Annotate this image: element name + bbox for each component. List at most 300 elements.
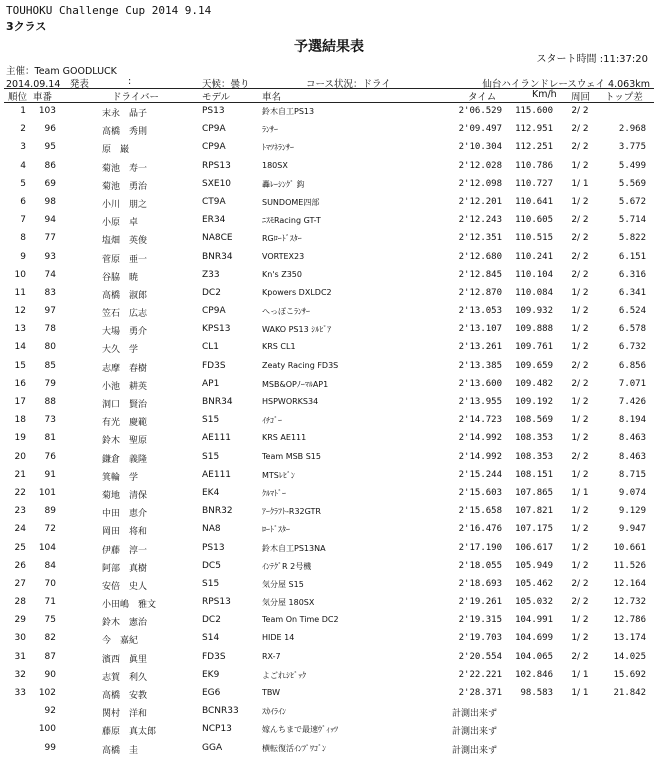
table-row [0, 577, 658, 595]
cell-driver: 高橋 圭 [102, 745, 139, 756]
table-row [0, 231, 658, 249]
cell-driver: 笠石 広志 [102, 309, 148, 320]
cell-speed: 102.846 [515, 669, 553, 680]
cell-car: KRS AE111 [262, 433, 307, 443]
cell-model: CL1 [202, 342, 220, 353]
cell-rank: 12 [14, 306, 26, 317]
cell-car: ｲﾝﾃｸﾞR 2号機 [262, 561, 312, 571]
cell-gap: 6.341 [618, 287, 646, 298]
cell-laps: 1/ 2 [571, 615, 589, 626]
cell-time: 2'14.723 [458, 415, 502, 426]
cell-laps: 2/ 2 [571, 451, 589, 462]
cell-driver: 菊池 勇治 [102, 181, 148, 192]
cell-gap: 12.786 [613, 615, 646, 626]
cell-speed: 105.032 [515, 597, 553, 608]
cell-time: 2'14.992 [458, 451, 502, 462]
cell-speed: 112.951 [515, 124, 553, 135]
cell-driver: 藤原 真太郎 [102, 727, 157, 738]
cell-rank: 2 [20, 124, 26, 135]
cell-speed: 110.084 [515, 287, 553, 298]
cell-time: 2'12.243 [458, 215, 502, 226]
cell-no: 81 [44, 433, 56, 444]
cell-car: HSPWORKS34 [262, 397, 319, 406]
cell-laps: 1/ 2 [571, 560, 589, 571]
cell-no: 94 [44, 215, 56, 226]
cell-no: 84 [44, 560, 56, 571]
cell-laps: 1/ 2 [571, 633, 589, 644]
cell-laps: 1/ 1 [571, 487, 589, 498]
cell-driver: 鈴木 憲治 [102, 618, 148, 629]
cell-car: RGﾛｰﾄﾞｽﾀｰ [262, 234, 302, 244]
cell-car: 横転復活ｲﾝﾌﾟﾜｺﾞﾝ [262, 743, 326, 753]
cell-model: S14 [202, 633, 220, 644]
cell-rank: 26 [14, 560, 26, 571]
cell-rank: 6 [20, 196, 26, 207]
cell-rank: 25 [14, 542, 26, 553]
table-row [0, 159, 658, 177]
cell-driver: 関村 洋和 [102, 709, 148, 720]
cell-speed: 106.617 [515, 542, 553, 553]
table-row [0, 431, 658, 449]
cell-gap: 11.526 [613, 560, 646, 571]
table-row [0, 395, 658, 413]
cell-time: 2'12.028 [458, 160, 502, 171]
col-rank: 順位 [8, 92, 28, 103]
cell-gap: 5.822 [618, 233, 646, 244]
cell-time: 2'12.845 [458, 269, 502, 280]
table-row [0, 250, 658, 268]
cell-rank: 11 [14, 287, 26, 298]
cell-time: 2'13.261 [458, 342, 502, 353]
cell-laps: 1/ 2 [571, 542, 589, 553]
cell-rank: 10 [14, 269, 26, 280]
cell-no: 86 [44, 160, 56, 171]
cell-gap: 12.164 [613, 578, 646, 589]
cell-gap: 5.714 [618, 215, 646, 226]
cell-driver: 原 巌 [102, 145, 130, 156]
cell-speed: 110.515 [515, 233, 553, 244]
cell-model: BCNR33 [202, 706, 239, 717]
cell-laps: 2/ 2 [571, 597, 589, 608]
cell-driver: 濱西 眞里 [102, 654, 148, 665]
cell-model: ER34 [202, 215, 226, 226]
cell-laps: 1/ 2 [571, 342, 589, 353]
cell-time: 2'18.693 [458, 578, 502, 589]
cell-laps: 1/ 2 [571, 524, 589, 535]
cell-model: AE111 [202, 433, 232, 444]
cell-driver: 菊池 寿一 [102, 163, 148, 174]
cell-car: Zeaty Racing FD3S [262, 360, 339, 370]
cell-driver: 大久 学 [102, 345, 139, 356]
cell-rank: 19 [14, 433, 26, 444]
cell-gap: 7.426 [618, 397, 646, 407]
cell-model: CT9A [202, 196, 226, 207]
cell-model: CP9A [202, 124, 226, 135]
organizer: 主催：Team GOODLUCK [6, 66, 117, 77]
cell-gap: 14.025 [613, 651, 646, 662]
cell-model: PS13 [202, 106, 225, 116]
cell-laps: 1/ 2 [571, 415, 589, 426]
cell-speed: 110.727 [515, 178, 553, 189]
cell-speed: 109.761 [515, 342, 553, 353]
cell-laps: 2/ 2 [571, 251, 589, 262]
cell-rank: 31 [14, 651, 26, 662]
cell-gap: 10.661 [613, 542, 646, 553]
cell-driver: 鎌倉 義隆 [102, 454, 148, 465]
results-title: 予選結果表 [294, 39, 364, 55]
cell-time: 2'19.703 [458, 633, 502, 644]
cell-gap: 7.071 [618, 378, 646, 389]
cell-driver: 安倍 史人 [102, 581, 148, 592]
table-row [0, 613, 658, 631]
col-driver: ドライバー [112, 92, 160, 103]
cell-no: 97 [44, 306, 56, 317]
cell-laps: 1/ 1 [571, 669, 589, 680]
cell-speed: 110.241 [515, 251, 553, 262]
cell-car: WAKO PS13 ｼﾙﾋﾞｱ [262, 325, 332, 335]
cell-model: PS13 [202, 542, 225, 553]
cell-model: DC2 [202, 615, 221, 626]
cell-car: ﾗﾝｻｰ [262, 125, 278, 135]
cell-no: 102 [38, 688, 56, 698]
cell-rank: 18 [14, 415, 26, 426]
cell-no: 98 [44, 196, 56, 207]
table-row [0, 122, 658, 140]
cell-no: 95 [44, 142, 56, 153]
cell-car: HIDE 14 [262, 633, 295, 643]
cell-car: VORTEX23 [262, 251, 305, 261]
cell-model: BNR34 [202, 251, 233, 262]
cell-time: 2'20.554 [458, 651, 502, 662]
cell-model: AE111 [202, 469, 232, 480]
table-row [0, 631, 658, 649]
cell-laps: 2/ 2 [571, 142, 589, 153]
cell-speed: 109.659 [515, 360, 553, 371]
cell-model: NA8CE [202, 233, 233, 244]
cell-no: 101 [38, 487, 56, 498]
cell-model: EK4 [202, 487, 220, 498]
table-row [0, 650, 658, 668]
table-row [0, 522, 658, 540]
cell-driver: 高橋 安教 [102, 691, 148, 701]
cell-speed: 98.583 [520, 688, 553, 698]
cell-speed: 109.888 [515, 324, 553, 335]
cell-laps: 1/ 2 [571, 397, 589, 407]
table-row [0, 377, 658, 395]
cell-model: AP1 [202, 378, 220, 389]
cell-no: 69 [44, 178, 56, 189]
cell-speed: 108.569 [515, 415, 553, 426]
cell-laps: 1/ 2 [571, 506, 589, 517]
cell-speed: 104.991 [515, 615, 553, 626]
cell-gap: 15.692 [613, 669, 646, 680]
cell-car: Kpowers DXLDC2 [262, 287, 332, 297]
cell-rank: 24 [14, 524, 26, 535]
cell-car: ﾛｰﾄﾞｽﾀｰ [262, 525, 290, 535]
cell-model: DC5 [202, 560, 221, 571]
cell-laps: 2/ 2 [571, 578, 589, 589]
table-row [0, 541, 658, 559]
cell-no: 78 [44, 324, 56, 335]
cell-rank: 21 [14, 469, 26, 480]
cell-car: SUNDOME四部 [262, 197, 320, 207]
cell-time: 2'13.053 [458, 306, 502, 317]
cell-model: CP9A [202, 306, 226, 317]
cell-no: 70 [44, 578, 56, 589]
cell-laps: 1/ 2 [571, 433, 589, 444]
table-row [0, 504, 658, 522]
cell-gap: 8.194 [618, 415, 646, 426]
cell-driver: 小原 卓 [102, 218, 139, 229]
cell-time: 2'22.221 [458, 669, 502, 680]
cell-laps: 2/ 2 [571, 651, 589, 662]
table-row [0, 668, 658, 686]
start-time-label: スタート時間 [536, 54, 597, 65]
table-row [0, 104, 658, 122]
cell-time: 2'15.244 [458, 469, 502, 480]
cell-no: 73 [44, 415, 56, 426]
cell-speed: 112.251 [515, 142, 553, 153]
cell-laps: 1/ 1 [571, 178, 589, 189]
cell-model: S15 [202, 415, 220, 426]
table-row [0, 340, 658, 358]
cell-no: 76 [44, 451, 56, 462]
header-bottom-rule [4, 102, 654, 103]
cell-rank: 30 [14, 633, 26, 644]
cell-car: RX-7 [262, 651, 281, 661]
cell-car: MSB&OPﾉｰﾏﾙAP1 [262, 379, 329, 389]
cell-car: 鈴木自工PS13 [262, 107, 315, 116]
cell-model: KPS13 [202, 324, 231, 335]
cell-driver: 阿部 真樹 [102, 563, 148, 574]
cell-speed: 110.605 [515, 215, 553, 226]
cell-model: EG6 [202, 688, 221, 698]
cell-driver: 洞口 賢治 [102, 400, 148, 410]
cell-car: Team On Time DC2 [262, 615, 339, 625]
col-speed: Km/h [532, 89, 557, 100]
cell-no: 90 [44, 669, 56, 680]
cell-laps: 1/ 1 [571, 688, 589, 698]
cell-car: Kn's Z350 [262, 269, 302, 279]
cell-rank: 9 [20, 251, 26, 262]
cell-driver: 大場 勇介 [102, 327, 148, 338]
table-row [0, 595, 658, 613]
col-gap: トップ差 [605, 92, 643, 103]
cell-car: KRS CL1 [262, 342, 296, 352]
start-time-value: :11:37:20 [599, 54, 648, 65]
cell-time: 2'12.201 [458, 196, 502, 207]
cell-laps: 1/ 2 [571, 287, 589, 298]
table-row [0, 304, 658, 322]
cell-driver: 小池 耕英 [102, 381, 148, 392]
cell-no: 100 [38, 724, 56, 735]
cell-car: よごれｼﾋﾞｯｸ [262, 670, 306, 680]
cell-no: 91 [44, 469, 56, 480]
cell-time: 2'28.371 [458, 688, 502, 698]
col-car-name: 車名 [262, 92, 282, 103]
cell-car: 嫁んちまで最速ｳﾞｨｯﾂ [262, 725, 338, 735]
cell-laps: 1/ 2 [571, 306, 589, 317]
cell-car: 轟ﾚｰｼﾝｸﾞ 鈎 [262, 179, 305, 189]
cell-time: 2'13.600 [458, 378, 502, 389]
cell-gap: 12.732 [613, 597, 646, 608]
cell-status: 計測出来ず [452, 745, 498, 756]
table-row [0, 286, 658, 304]
cell-car: 気分屋 180SX [262, 598, 315, 608]
table-row [0, 704, 658, 722]
cell-model: Z33 [202, 269, 220, 280]
cell-no: 96 [44, 124, 56, 135]
cell-rank: 33 [14, 688, 26, 698]
cell-rank: 4 [20, 160, 26, 171]
cell-speed: 110.641 [515, 196, 553, 207]
cell-car: 180SX [262, 160, 288, 170]
cell-no: 85 [44, 360, 56, 371]
cell-rank: 8 [20, 233, 26, 244]
cell-gap: 6.316 [618, 269, 646, 280]
cell-model: BNR34 [202, 397, 233, 407]
course-status: コース状況：ドライ [306, 79, 391, 90]
cell-laps: 1/ 2 [571, 196, 589, 207]
cell-time: 2'12.098 [458, 178, 502, 189]
cell-no: 72 [44, 524, 56, 535]
cell-car: ｱｰｸﾗﾌﾄ-R32GTR [262, 507, 321, 517]
cell-speed: 108.353 [515, 451, 553, 462]
cell-rank: 5 [20, 178, 26, 189]
cell-no: 89 [44, 506, 56, 517]
cell-driver: 末永 晶子 [102, 109, 148, 119]
cell-speed: 109.482 [515, 378, 553, 389]
cell-model: S15 [202, 578, 220, 589]
cell-gap: 8.463 [618, 451, 646, 462]
cell-model: DC2 [202, 287, 221, 298]
table-row [0, 322, 658, 340]
cell-status: 計測出来ず [452, 709, 498, 720]
cell-gap: 6.732 [618, 342, 646, 353]
cell-speed: 104.699 [515, 633, 553, 644]
table-row [0, 486, 658, 504]
cell-rank: 17 [14, 397, 26, 407]
col-model: モデル [202, 92, 231, 103]
cell-no: 88 [44, 397, 56, 407]
cell-gap: 8.463 [618, 433, 646, 444]
event-title: TOUHOKU Challenge Cup 2014 9.14 [6, 4, 212, 17]
cell-driver: 箕輪 学 [102, 472, 139, 483]
cell-rank: 20 [14, 451, 26, 462]
table-row [0, 359, 658, 377]
cell-rank: 22 [14, 487, 26, 498]
cell-rank: 13 [14, 324, 26, 335]
cell-gap: 13.174 [613, 633, 646, 644]
cell-driver: 今 嘉紀 [102, 636, 139, 647]
cell-time: 2'10.304 [458, 142, 502, 153]
cell-no: 80 [44, 342, 56, 353]
circuit: 仙台ハイランドレースウェイ 4.063km [482, 79, 650, 90]
cell-time: 2'13.385 [458, 360, 502, 371]
cell-no: 79 [44, 378, 56, 389]
cell-model: NCP13 [202, 724, 232, 735]
cell-speed: 107.865 [515, 487, 553, 498]
date-announce: 2014.09.14 発表 [6, 79, 89, 90]
cell-gap: 6.524 [618, 306, 646, 317]
cell-gap: 2.968 [618, 124, 646, 135]
cell-speed: 110.786 [515, 160, 553, 171]
cell-speed: 105.949 [515, 560, 553, 571]
cell-driver: 高橋 淑郎 [102, 290, 148, 301]
cell-time: 2'18.055 [458, 560, 502, 571]
cell-time: 2'12.680 [458, 251, 502, 262]
cell-laps: 2/ 2 [571, 378, 589, 389]
cell-laps: 2/ 2 [571, 215, 589, 226]
cell-time: 2'13.955 [458, 397, 502, 407]
cell-gap: 21.842 [613, 688, 646, 698]
cell-car: ｸﾙﾏﾄﾞｰ [262, 488, 286, 498]
cell-speed: 109.932 [515, 306, 553, 317]
cell-gap: 9.947 [618, 524, 646, 535]
cell-driver: 菅原 亜一 [102, 254, 148, 265]
cell-rank: 29 [14, 615, 26, 626]
cell-rank: 1 [20, 106, 26, 116]
cell-no: 83 [44, 287, 56, 298]
table-row [0, 741, 658, 759]
start-time [537, 50, 648, 65]
cell-time: 2'16.476 [458, 524, 502, 535]
cell-no: 82 [44, 633, 56, 644]
cell-no: 92 [44, 706, 56, 717]
cell-rank: 27 [14, 578, 26, 589]
table-row [0, 268, 658, 286]
cell-laps: 2/ 2 [571, 106, 589, 116]
cell-time: 2'06.529 [458, 106, 502, 116]
cell-driver: 谷脇 暁 [102, 272, 139, 283]
table-row [0, 722, 658, 740]
cell-no: 93 [44, 251, 56, 262]
cell-driver: 小田嶋 雅文 [102, 600, 157, 611]
cell-laps: 2/ 2 [571, 360, 589, 371]
cell-time: 2'09.497 [458, 124, 502, 135]
cell-car: ﾆｽﾓRacing GT-T [262, 216, 321, 226]
cell-no: 103 [38, 106, 56, 116]
cell-no: 104 [38, 542, 56, 553]
cell-laps: 2/ 2 [571, 233, 589, 244]
cell-speed: 115.600 [515, 106, 553, 116]
cell-laps: 1/ 2 [571, 469, 589, 480]
table-row [0, 686, 658, 704]
table-row [0, 140, 658, 158]
cell-driver: 鈴木 聖原 [102, 436, 148, 447]
cell-model: FD3S [202, 651, 226, 662]
table-row [0, 195, 658, 213]
cell-model: CP9A [202, 142, 226, 153]
cell-rank: 28 [14, 597, 26, 608]
cell-rank: 7 [20, 215, 26, 226]
cell-laps: 2/ 2 [571, 269, 589, 280]
cell-car: TBW [262, 688, 280, 697]
class-name: 3クラス [6, 20, 47, 33]
cell-time: 2'13.107 [458, 324, 502, 335]
table-row [0, 559, 658, 577]
cell-rank: 16 [14, 378, 26, 389]
cell-speed: 104.065 [515, 651, 553, 662]
cell-time: 2'12.351 [458, 233, 502, 244]
col-time: タイム [468, 92, 497, 103]
cell-time: 2'15.658 [458, 506, 502, 517]
cell-model: NA8 [202, 524, 221, 535]
cell-speed: 107.821 [515, 506, 553, 517]
cell-no: 77 [44, 233, 56, 244]
cell-status: 計測出来ず [452, 727, 498, 738]
cell-car: Team MSB S15 [262, 451, 321, 461]
